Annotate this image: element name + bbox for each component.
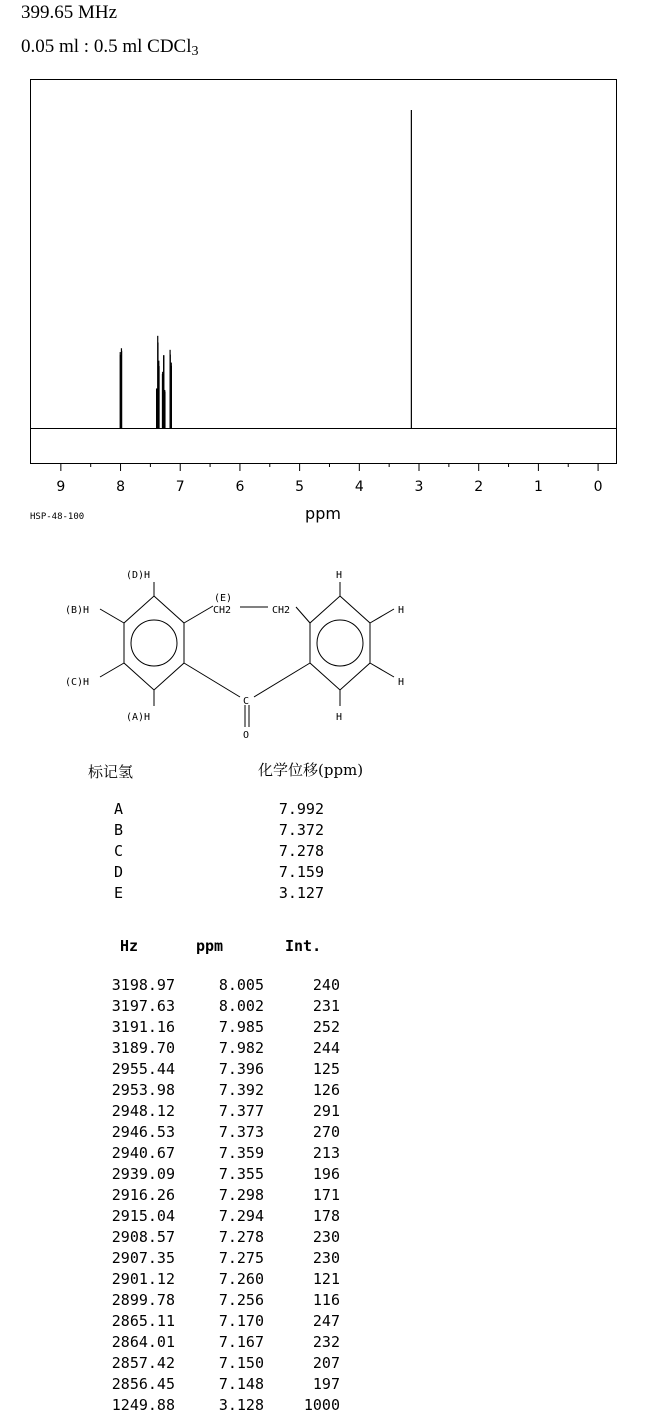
- assign-label: D: [114, 863, 124, 881]
- label-ch2-right: CH2: [272, 605, 291, 616]
- peak-int: 1000: [303, 1396, 340, 1414]
- peak-hz: 3189.70: [111, 1039, 175, 1057]
- x-tick-label: 6: [235, 479, 245, 495]
- label-h-right-top: H: [398, 605, 405, 616]
- solvent-text: 0.05 ml : 0.5 ml CDCl: [21, 36, 192, 57]
- label-h-top: H: [336, 570, 343, 581]
- peak-ppm: 7.275: [218, 1249, 264, 1267]
- right-benzene-ring: [310, 596, 370, 690]
- bond: [184, 663, 240, 697]
- spectrometer-frequency: 399.65 MHz: [21, 2, 118, 23]
- peak-hz: 2908.57: [111, 1228, 175, 1246]
- peak-hz: 2857.42: [111, 1354, 175, 1372]
- peak-int: 230: [312, 1228, 340, 1246]
- peak-ppm: 8.002: [218, 997, 264, 1015]
- assign-label: E: [114, 884, 124, 902]
- peak-ppm: 7.377: [218, 1102, 264, 1120]
- assign-header-label: 标记氢: [88, 763, 134, 781]
- assign-shift: 7.278: [278, 842, 324, 860]
- peak-hz: 2939.09: [111, 1165, 175, 1183]
- peak-ppm: 3.128: [218, 1396, 264, 1414]
- peak-hz: 2915.04: [111, 1207, 175, 1225]
- peak-ppm: 7.278: [218, 1228, 264, 1246]
- peak-int: 196: [312, 1165, 340, 1183]
- x-axis-label: ppm: [305, 504, 341, 523]
- peak-ppm: 7.256: [218, 1291, 264, 1309]
- peak-int: 291: [312, 1102, 340, 1120]
- bond: [100, 609, 124, 623]
- peak-int: 207: [312, 1354, 340, 1372]
- peak-ppm: 7.150: [218, 1354, 264, 1372]
- peak-ppm: 7.294: [218, 1207, 264, 1225]
- peak-int: 252: [312, 1018, 340, 1036]
- assign-header-shift: 化学位移(ppm): [258, 761, 364, 779]
- peak-int: 126: [312, 1081, 340, 1099]
- x-tick-label: 8: [116, 479, 126, 495]
- peak-hz: 2948.12: [111, 1102, 175, 1120]
- label-b-h: (B)H: [65, 605, 90, 616]
- peak-hz: 3191.16: [111, 1018, 175, 1036]
- assign-label: A: [114, 800, 124, 818]
- peak-hz: 2856.45: [111, 1375, 175, 1393]
- peak-hz: 2946.53: [111, 1123, 175, 1141]
- spectrum-code: HSP-48-100: [30, 512, 85, 522]
- peak-header-int: Int.: [285, 937, 322, 955]
- peak-ppm: 7.298: [218, 1186, 264, 1204]
- peak-hz: 1249.88: [111, 1396, 175, 1414]
- x-tick-label: 4: [354, 479, 364, 495]
- peak-int: 121: [312, 1270, 340, 1288]
- peak-header-hz: Hz: [120, 937, 139, 955]
- peak-hz: 2916.26: [111, 1186, 175, 1204]
- assign-shift: 7.159: [278, 863, 324, 881]
- peak-ppm: 7.982: [218, 1039, 264, 1057]
- assign-label: C: [114, 842, 124, 860]
- right-ring-circle: [317, 620, 363, 666]
- peak-hz: 2899.78: [111, 1291, 175, 1309]
- solvent-subscript: 3: [191, 44, 199, 59]
- bond: [184, 606, 213, 623]
- peak-ppm: 7.392: [218, 1081, 264, 1099]
- bond: [100, 663, 124, 677]
- assign-label: B: [114, 821, 124, 839]
- peak-hz: 3198.97: [111, 976, 175, 994]
- bond: [296, 607, 310, 623]
- peak-ppm: 7.396: [218, 1060, 264, 1078]
- x-tick-label: 3: [414, 479, 424, 495]
- x-tick-label: 5: [295, 479, 305, 495]
- peak-ppm: 7.167: [218, 1333, 264, 1351]
- x-tick-label: 2: [474, 479, 484, 495]
- peak-hz: 2865.11: [111, 1312, 175, 1330]
- peak-int: 247: [312, 1312, 340, 1330]
- peak-ppm: 7.359: [218, 1144, 264, 1162]
- bond: [370, 609, 394, 623]
- peak-int: 231: [312, 997, 340, 1015]
- label-d-h: (D)H: [126, 570, 151, 581]
- bond: [370, 663, 394, 677]
- x-tick-label: 1: [533, 479, 543, 495]
- peak-hz: 2864.01: [111, 1333, 175, 1351]
- peak-int: 171: [312, 1186, 340, 1204]
- label-h-right-bottom: H: [398, 677, 405, 688]
- peak-int: 232: [312, 1333, 340, 1351]
- x-tick-label: 7: [175, 479, 185, 495]
- peak-int: 116: [312, 1291, 340, 1309]
- peak-int: 178: [312, 1207, 340, 1225]
- peak-hz: 2907.35: [111, 1249, 175, 1267]
- peak-ppm: 8.005: [218, 976, 264, 994]
- label-oxygen: O: [243, 730, 250, 741]
- peak-ppm: 7.148: [218, 1375, 264, 1393]
- peak-int: 244: [312, 1039, 340, 1057]
- peak-ppm: 7.170: [218, 1312, 264, 1330]
- assign-shift: 7.992: [278, 800, 324, 818]
- left-ring-circle: [131, 620, 177, 666]
- label-a-h: (A)H: [126, 712, 151, 723]
- peak-ppm: 7.985: [218, 1018, 264, 1036]
- assign-shift: 7.372: [278, 821, 324, 839]
- peak-header-ppm: ppm: [196, 937, 224, 955]
- peak-int: 213: [312, 1144, 340, 1162]
- peak-int: 197: [312, 1375, 340, 1393]
- peak-ppm: 7.373: [218, 1123, 264, 1141]
- peak-int: 270: [312, 1123, 340, 1141]
- peak-ppm: 7.260: [218, 1270, 264, 1288]
- label-c-h: (C)H: [65, 677, 90, 688]
- label-h-bottom: H: [336, 712, 343, 723]
- peak-hz: 2940.67: [111, 1144, 175, 1162]
- x-tick-label: 9: [56, 479, 66, 495]
- label-e: (E): [214, 593, 233, 604]
- x-tick-label: 0: [593, 479, 603, 495]
- peak-hz: 2901.12: [111, 1270, 175, 1288]
- peak-hz: 2953.98: [111, 1081, 175, 1099]
- peak-ppm: 7.355: [218, 1165, 264, 1183]
- peak-int: 230: [312, 1249, 340, 1267]
- peak-int: 125: [312, 1060, 340, 1078]
- peak-hz: 2955.44: [111, 1060, 175, 1078]
- bond: [254, 663, 310, 697]
- label-ch2-left: CH2: [213, 605, 232, 616]
- label-carbon: C: [243, 696, 250, 707]
- peak-int: 240: [312, 976, 340, 994]
- peak-hz: 3197.63: [111, 997, 175, 1015]
- left-benzene-ring: [124, 596, 184, 690]
- assign-shift: 3.127: [278, 884, 324, 902]
